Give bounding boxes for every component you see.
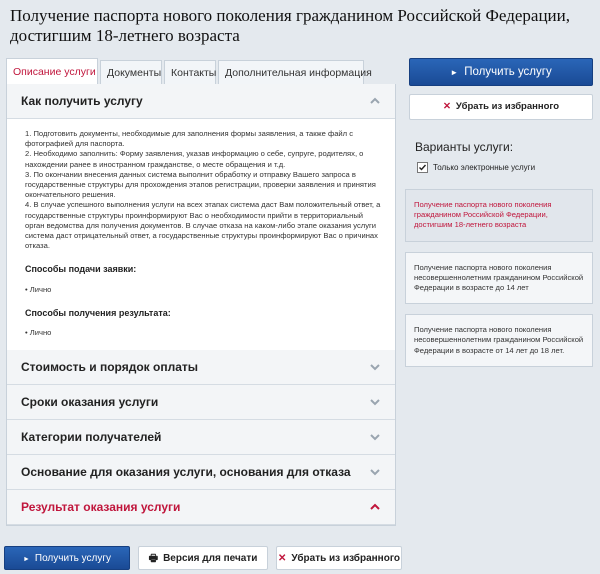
tab-description[interactable]: Описание услуги xyxy=(6,58,98,84)
result-method-item: • Лично xyxy=(25,328,52,338)
tab-documents[interactable]: Документы xyxy=(100,60,162,84)
accordion-content xyxy=(7,119,395,350)
bottom-remove-favorite-button[interactable]: ✕ Убрать из избранного xyxy=(276,546,402,570)
page-title: Получение паспорта нового поколения гражданином Российской Федерации, достигшим 18-летнего возраста xyxy=(10,6,570,45)
accordion-recipients[interactable]: Категории получателей xyxy=(7,420,395,455)
instruction-step: 2. Необходимо заполнить: Форму заявления, указав информацию о себе, супруге, родителях, о нахождении ранее в иностранном гражданстве, о месте обращения и т.д. xyxy=(25,149,364,169)
accordion xyxy=(6,84,396,526)
tab-bar xyxy=(6,58,396,84)
remove-favorite-button[interactable]: ✕ Убрать из избранного xyxy=(409,94,593,120)
instruction-step: 1. Подготовить документы, необходимые для заполнения формы заявления, а также файл с фотографией для паспорта. xyxy=(25,129,354,149)
play-icon: ► xyxy=(450,68,459,77)
bottom-get-service-button[interactable]: ► Получить услугу xyxy=(4,546,130,570)
variant-item-under-14[interactable]: Получение паспорта нового поколения несовершеннолетним гражданином Российской Федерации в возрасте до 14 лет xyxy=(405,252,593,305)
chevron-down-icon xyxy=(369,396,381,408)
get-service-button[interactable]: ► Получить услугу xyxy=(409,58,593,86)
accordion-terms[interactable]: Сроки оказания услуги xyxy=(7,385,395,420)
checkbox-checked-icon[interactable] xyxy=(417,162,428,173)
chevron-down-icon xyxy=(369,431,381,443)
chevron-up-icon xyxy=(369,501,381,513)
accordion-cost[interactable]: Стоимость и порядок оплаты xyxy=(7,350,395,385)
result-methods-heading: Способы получения результата: xyxy=(25,307,171,318)
chevron-down-icon xyxy=(369,466,381,478)
chevron-down-icon xyxy=(369,361,381,373)
close-icon: ✕ xyxy=(442,101,451,112)
print-version-button[interactable]: 🖶 Версия для печати xyxy=(138,546,268,570)
accordion-grounds[interactable]: Основание для оказания услуги, основания для отказа xyxy=(7,455,395,490)
submit-method-item: • Лично xyxy=(25,284,52,294)
submit-methods-heading: Способы подачи заявки: xyxy=(25,264,137,275)
tab-contacts[interactable]: Контакты xyxy=(164,60,216,84)
printer-icon: 🖶 xyxy=(148,553,159,564)
close-icon: ✕ xyxy=(278,553,287,564)
instruction-step: 3. По окончании внесения данных система выполнит обработку и отправку Вашего запроса в государственные структуры для прохождения этапов регистрации, проверки заявления и принятия окончательного решения. xyxy=(25,169,376,200)
play-icon: ► xyxy=(22,556,30,563)
accordion-title: Как получить услугу xyxy=(21,94,143,108)
instruction-step: 4. В случае успешного выполнения услуги на всех этапах система даст Вам положительный ответ, а государственные структуры проинформируют Вас о необходимости прийти в территориальный орган ведомства для получения документов. В случае отказа на каком-либо этапе оказания услуги система даст отрицательный ответ, а государственные структуры проинформируют Вас о причинах отказа. xyxy=(25,200,381,251)
tab-additional-info[interactable]: Дополнительная информация xyxy=(218,60,364,84)
chevron-up-icon xyxy=(369,95,381,107)
service-panel xyxy=(6,58,396,526)
variant-item-14-18[interactable]: Получение паспорта нового поколения несовершеннолетним гражданином Российской Федерации в возрасте от 14 лет до 18 лет. xyxy=(405,314,593,367)
accordion-how-to-get[interactable] xyxy=(7,84,395,119)
bottom-actions xyxy=(4,546,410,570)
variant-item-adult[interactable]: Получение паспорта нового поколения гражданином Российской Федерации, достигшим 18-летнего возраста xyxy=(405,189,593,242)
sidebar xyxy=(405,58,596,367)
electronic-only-checkbox[interactable]: Только электронные услуги xyxy=(417,162,596,173)
accordion-result[interactable]: Результат оказания услуги xyxy=(7,490,395,525)
variants-title: Варианты услуги: xyxy=(415,140,514,154)
